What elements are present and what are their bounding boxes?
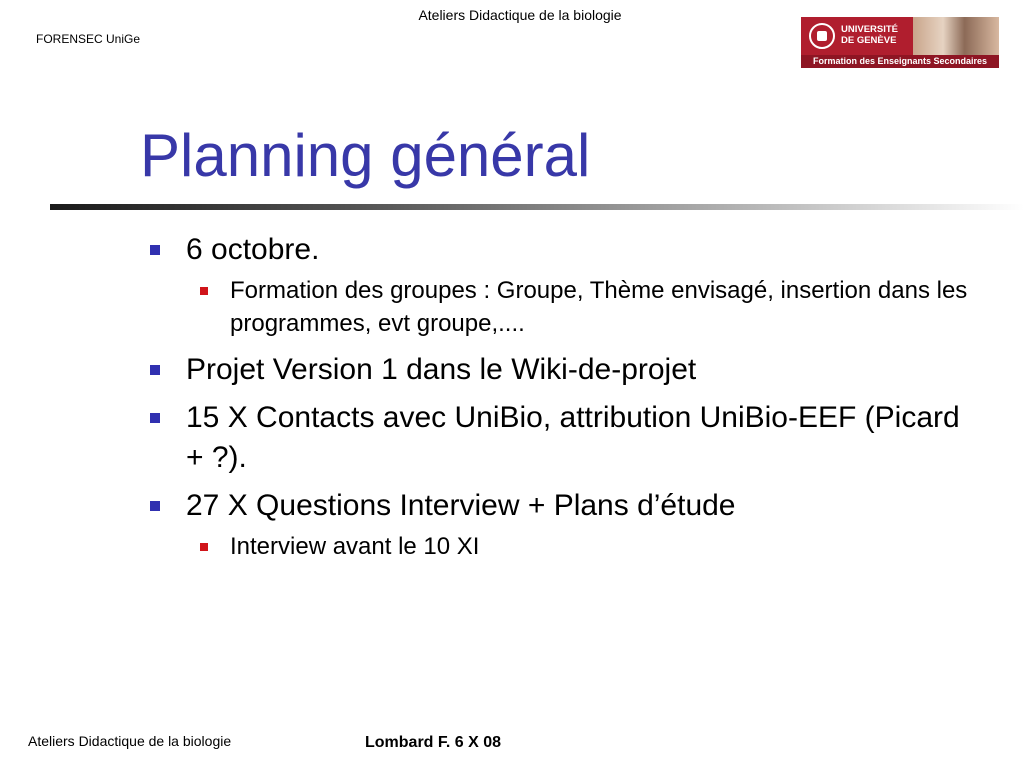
square-bullet-icon [150, 245, 160, 255]
university-logo [801, 17, 999, 68]
bullet-item-level1 [186, 486, 976, 526]
university-seal-icon [809, 23, 835, 49]
logo-name-line2: DE GENÈVE [841, 35, 897, 46]
bullet-item-level1 [186, 230, 976, 270]
slide-title: Planning général [140, 122, 591, 189]
logo-band-text: Formation des Enseignants Secondaires [801, 55, 999, 68]
bullet-item-level1 [186, 350, 976, 390]
footer-author-date: Lombard F. 6 X 08 [365, 734, 502, 751]
bullet-text: 6 octobre. [186, 233, 320, 266]
header-program-label: FORENSEC UniGe [36, 32, 141, 46]
bullet-item-level2 [230, 530, 1005, 563]
bullet-item-level2 [230, 274, 1005, 340]
bullet-text: Formation des groupes : Groupe, Thème envisagé, insertion dans les programmes, evt groupe,.... [230, 277, 968, 337]
bullet-text: 15 X Contacts avec UniBio, attribution UniBio-EEF (Picard + ?). [186, 401, 960, 474]
square-bullet-icon [150, 501, 160, 511]
square-bullet-icon [200, 287, 208, 295]
square-bullet-icon [150, 413, 160, 423]
title-divider [50, 204, 1024, 210]
logo-name-line1: UNIVERSITÉ [841, 24, 899, 35]
square-bullet-icon [150, 365, 160, 375]
logo-university-name [841, 24, 913, 46]
bullet-text: Projet Version 1 dans le Wiki-de-projet [186, 353, 697, 386]
bullet-list [0, 230, 1024, 573]
square-bullet-icon [200, 543, 208, 551]
bullet-text: Interview avant le 10 XI [230, 533, 480, 560]
header-course-title: Ateliers Didactique de la biologie [418, 7, 622, 23]
logo-photo [913, 17, 999, 57]
footer-course-title: Ateliers Didactique de la biologie [28, 733, 232, 749]
bullet-text: 27 X Questions Interview + Plans d’étude [186, 489, 736, 522]
bullet-item-level1 [186, 398, 976, 478]
